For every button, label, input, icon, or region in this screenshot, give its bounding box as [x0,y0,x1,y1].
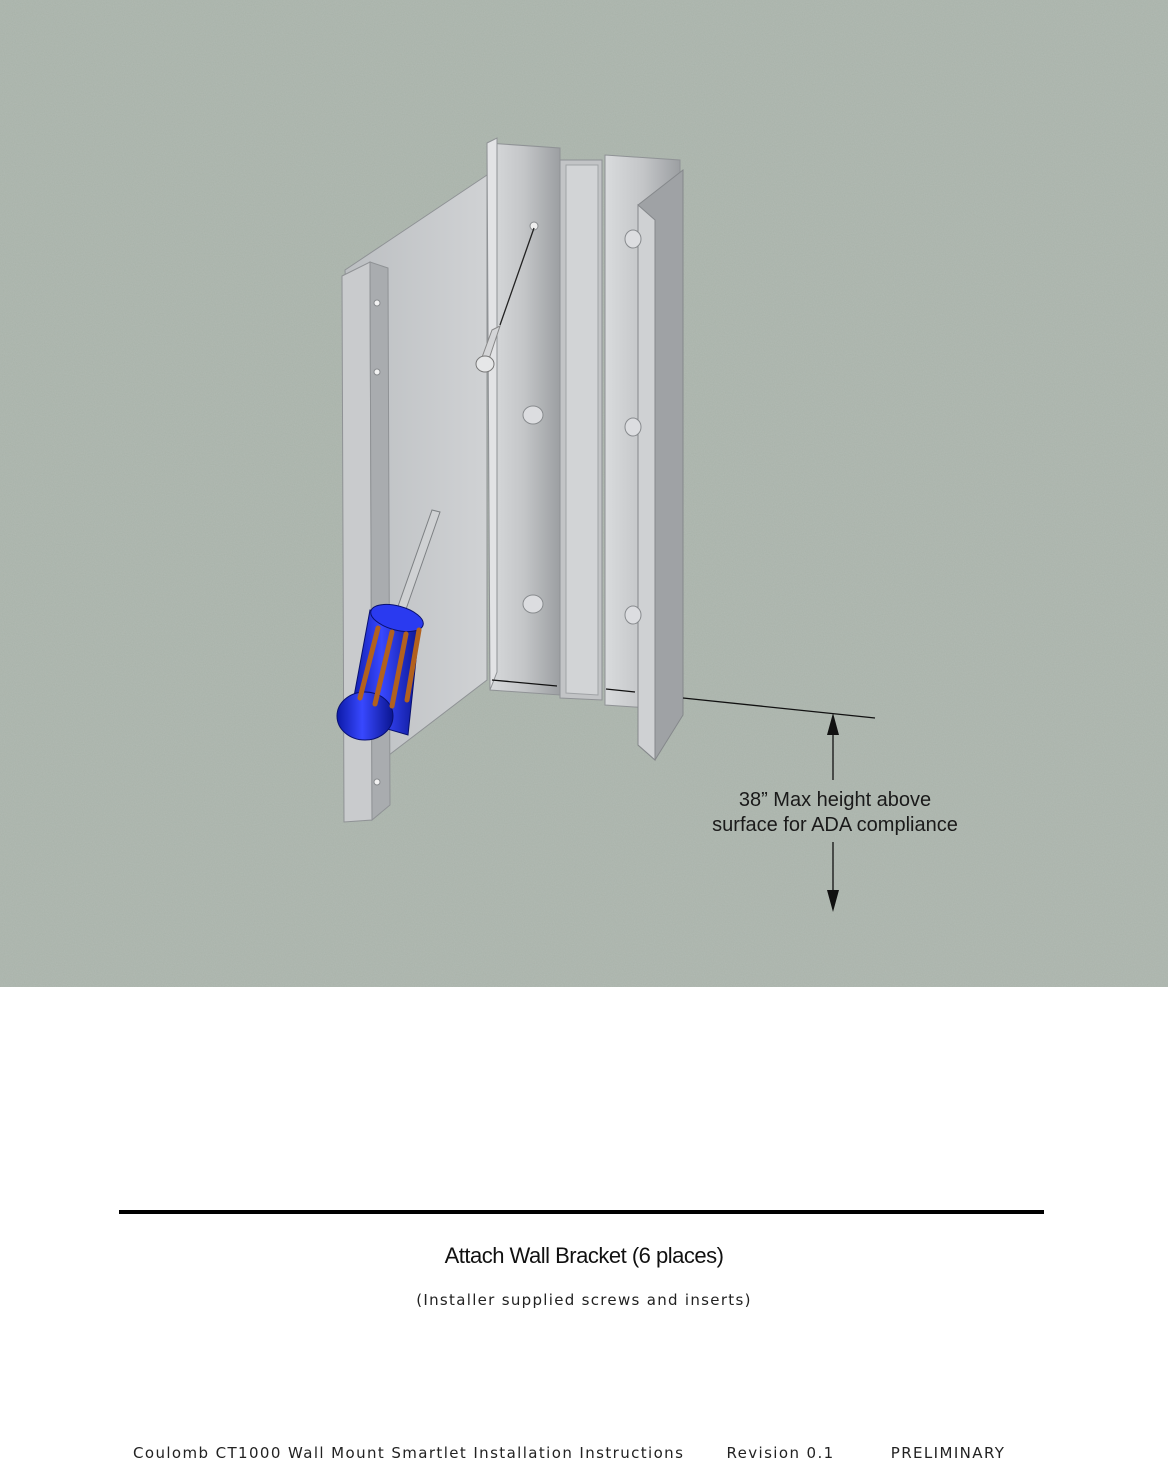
footer-status: PRELIMINARY [890,1444,1006,1462]
caption-subtitle: (Installer supplied screws and inserts) [416,1291,752,1309]
dimension-label-line1: 38” Max height above [738,789,932,811]
caption-title: Attach Wall Bracket (6 places) [444,1243,724,1268]
footer-document-title: Coulomb CT1000 Wall Mount Smartlet Installation Instructions [133,1444,685,1462]
dimension-label [690,788,980,838]
dimension-label-line2: surface for ADA compliance [712,814,958,836]
page-footer [133,1444,1053,1462]
footer-revision: Revision 0.1 [726,1444,835,1462]
caption-divider [119,1210,1044,1214]
